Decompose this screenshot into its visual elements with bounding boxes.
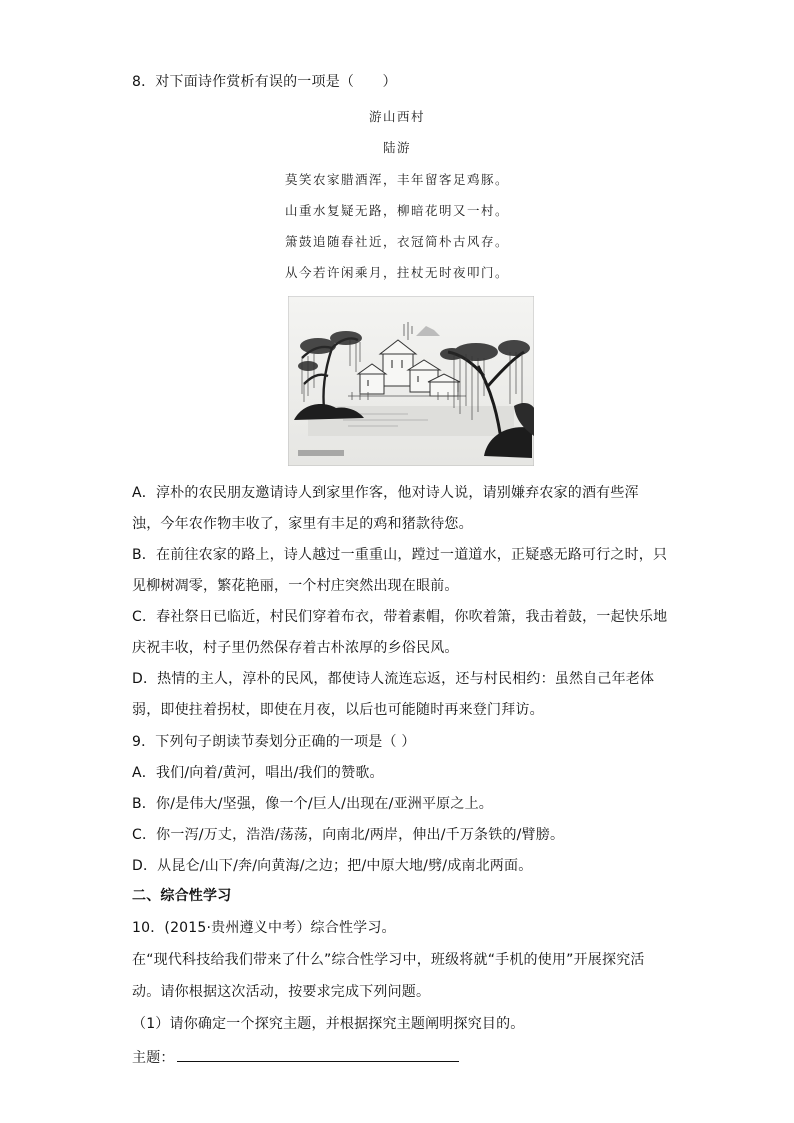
topic-answer-row [132, 1046, 459, 1068]
question-10-intro-line1: 在“现代科技给我们带来了什么”综合性学习中，班级将就“手机的使用”开展探究活 [132, 952, 645, 968]
ink-landscape-painting-icon [288, 296, 534, 466]
option-8c-line1: C．春社祭日已临近，村民们穿着布衣，带着素帽，你吹着箫，我击着鼓，一起快乐地 [132, 609, 668, 625]
topic-answer-blank[interactable] [177, 1046, 459, 1062]
option-9c: C．你一泻/万丈，浩浩/荡荡，向南北/两岸，伸出/千万条铁的/臂膀。 [132, 827, 565, 843]
option-8d-line1: D．热情的主人，淳朴的民风，都使诗人流连忘返，还与村民相约：虽然自己年老体 [132, 671, 655, 687]
option-9b: B．你/是伟大/坚强，像一个/巨人/出现在/亚洲平原之上。 [132, 796, 493, 812]
option-8b-line2: 见柳树凋零，繁花艳丽，一个村庄突然出现在眼前。 [132, 578, 459, 594]
poem-line-2: 山重水复疑无路，柳暗花明又一村。 [284, 203, 509, 218]
poem-line-1: 莫笑农家腊酒浑，丰年留客足鸡豚。 [284, 172, 509, 187]
poem-line-3: 箫鼓追随春社近，衣冠简朴古风存。 [284, 234, 509, 249]
poem-line-4: 从今若许闲乘月，拄杖无时夜叩门。 [284, 265, 509, 280]
section-heading: 二、综合性学习 [132, 888, 232, 904]
question-10-stem: 10．(2015·贵州遵义中考）综合性学习。 [132, 920, 396, 936]
topic-label: 主题： [132, 1050, 175, 1066]
poem-title: 游山西村 [368, 109, 425, 124]
question-9-stem: 9．下列句子朗读节奏划分正确的一项是（ ） [132, 734, 416, 750]
poem-author: 陆游 [382, 140, 411, 155]
question-10-sub1: （1）请你确定一个探究主题，并根据探究主题阐明探究目的。 [132, 1016, 525, 1032]
option-8d-line2: 弱，即使拄着拐杖，即使在月夜，以后也可能随时再来登门拜访。 [132, 702, 544, 718]
question-10-intro-line2: 动。请你根据这次活动，按要求完成下列问题。 [132, 984, 431, 1000]
option-9d: D．从昆仑/山下/奔/向黄海/之边；把/中原大地/劈/成南北两面。 [132, 858, 533, 874]
option-8a-line2: 浊，今年农作物丰收了，家里有丰足的鸡和猪款待您。 [132, 516, 473, 532]
option-8a-line1: A．淳朴的农民朋友邀请诗人到家里作客，他对诗人说，请别嫌弃农家的酒有些浑 [132, 485, 639, 501]
option-8b-line1: B．在前往农家的路上，诗人越过一重重山，蹚过一道道水，正疑惑无路可行之时，只 [132, 547, 668, 563]
option-9a: A．我们/向着/黄河，唱出/我们的赞歌。 [132, 765, 384, 781]
option-8c-line2: 庆祝丰收，村子里仍然保存着古朴浓厚的乡俗民风。 [132, 640, 459, 656]
question-8-stem: 8．对下面诗作赏析有误的一项是（ ） [132, 74, 397, 90]
